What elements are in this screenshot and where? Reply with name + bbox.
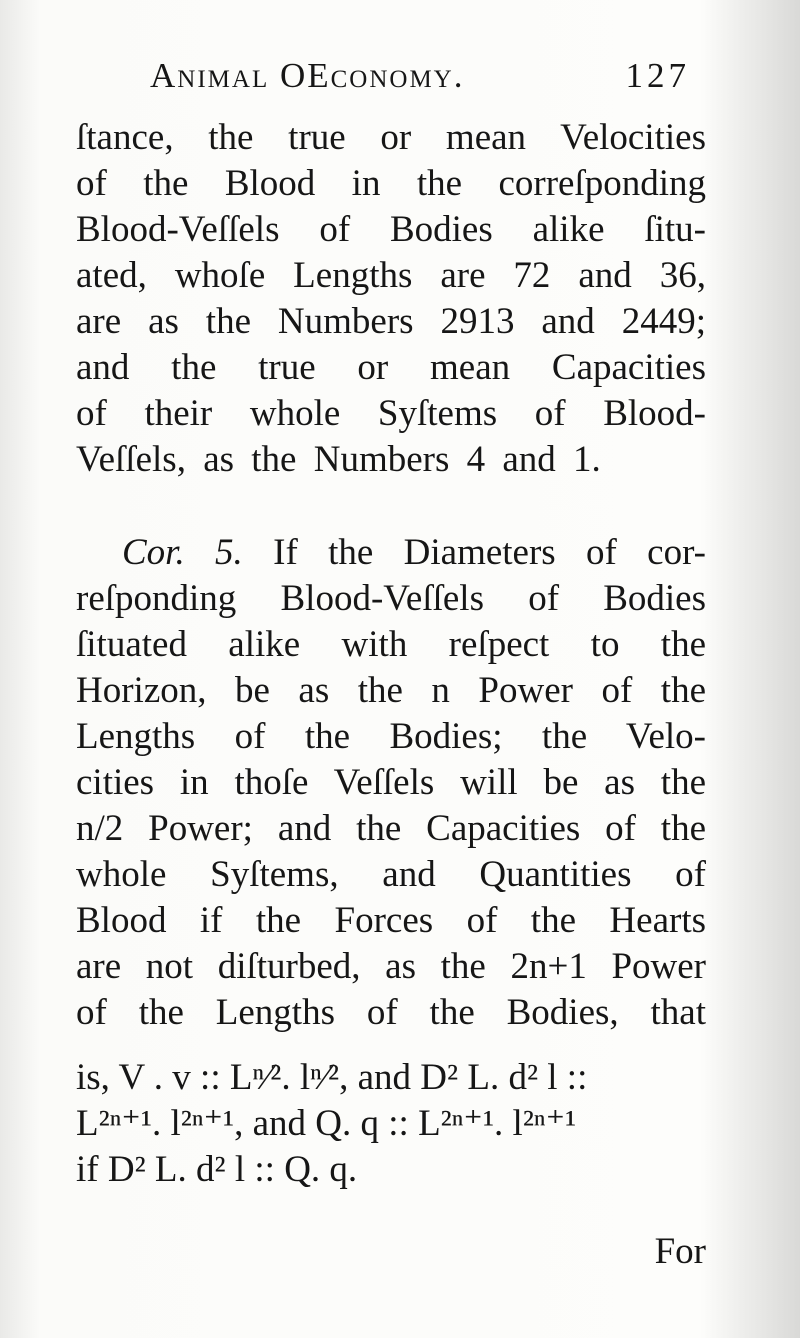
text-line: and the true or mean Capacities (76, 347, 706, 388)
math-line: L²ⁿ⁺¹. l²ⁿ⁺¹, and Q. q :: L²ⁿ⁺¹. l²ⁿ⁺¹ (76, 1103, 577, 1144)
math-line: if D² L. d² l :: Q. q. (76, 1149, 358, 1190)
text-line: Blood if the Forces of the Hearts (76, 900, 706, 941)
paragraph-corollary-5 (76, 530, 706, 1036)
text-line: whole Syſtems, and Quantities of (76, 854, 706, 895)
text-line: cities in thoſe Veſſels will be as the (76, 762, 706, 803)
math-block (76, 1055, 706, 1193)
text-line: ſtance, the true or mean Velocities (76, 117, 706, 158)
text-line: n/2 Power; and the Capacities of the (76, 808, 706, 849)
running-header (150, 56, 690, 96)
text-line: of the Lengths of the Bodies, that (76, 992, 706, 1033)
paragraph-1 (76, 115, 706, 483)
text-line (76, 530, 706, 576)
text-line: are not diſturbed, as the 2n+1 Power (76, 946, 706, 987)
text-line: ſituated alike with reſpect to the (76, 624, 706, 665)
page-number: 127 (625, 56, 690, 95)
text-line: are as the Numbers 2913 and 2449; (76, 301, 706, 342)
running-title: Animal OEconomy. (150, 56, 465, 95)
text-line: ated, whoſe Lengths are 72 and 36, (76, 255, 706, 296)
text-line-rest: If the Diameters of cor- (273, 532, 706, 573)
text-line: Lengths of the Bodies; the Velo- (76, 716, 706, 757)
math-line: is, V . v :: Lⁿ⁄². lⁿ⁄², and D² L. d² l :: (76, 1057, 588, 1098)
text-line: Blood-Veſſels of Bodies alike ſitu- (76, 209, 706, 250)
text-line: of their whole Syſtems of Blood- (76, 393, 706, 434)
corollary-label: Cor. 5. (122, 532, 243, 573)
text-line: Horizon, be as the n Power of the (76, 670, 706, 711)
text-line: reſponding Blood-Veſſels of Bodies (76, 578, 706, 619)
catchword: For (654, 1231, 706, 1272)
text-line: of the Blood in the correſponding (76, 163, 706, 204)
text-line: Veſſels, as the Numbers 4 and 1. (76, 439, 601, 480)
